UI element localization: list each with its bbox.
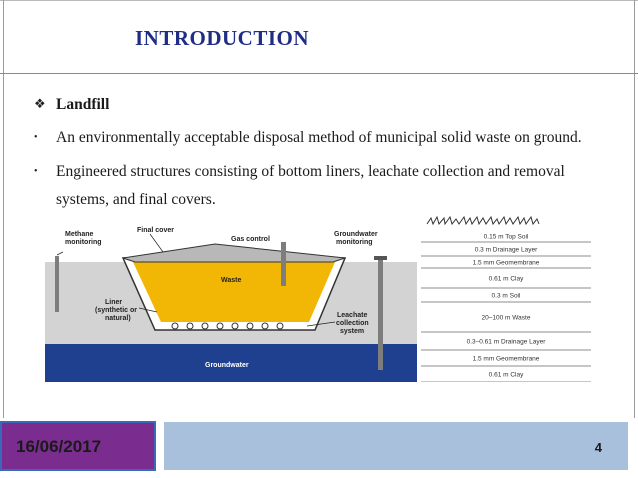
groundwater-monitoring-label: Groundwater — [334, 231, 378, 238]
right-border — [634, 0, 635, 418]
leachate-label-2: collection — [336, 320, 369, 327]
diamond-bullet-icon: ❖ — [34, 96, 46, 111]
waste-body — [133, 262, 335, 322]
liner-layer-stack — [421, 214, 591, 382]
gas-control-label: Gas control — [231, 236, 270, 243]
leachate-label-3: system — [340, 328, 365, 335]
waste-label: Waste — [221, 277, 242, 284]
left-border — [3, 0, 4, 418]
footer-date-box — [0, 421, 156, 471]
dot-bullet-icon: • — [34, 132, 38, 143]
liner-label-2: (synthetic or — [95, 307, 138, 314]
bullet-text: systems, and final covers. — [56, 191, 216, 208]
groundwater-label: Groundwater — [205, 362, 249, 369]
methane-label: Methane — [65, 231, 94, 238]
page-number: 4 — [594, 440, 602, 455]
slide-date: 16/06/2017 — [16, 437, 102, 456]
layer-label: 1.5 mm Geomembrane — [472, 259, 540, 267]
layer-label: 1.5 mm Geomembrane — [472, 355, 540, 363]
methane-label-2: monitoring — [65, 239, 102, 246]
final-cover-label: Final cover — [137, 227, 174, 234]
layer-label: 0.3 m Drainage Layer — [474, 246, 538, 254]
liner-label-3: natural) — [105, 315, 131, 322]
leachate-label: Leachate — [337, 312, 368, 319]
bullet-text: Landfill — [56, 96, 110, 113]
footer-bar — [163, 421, 629, 471]
layer-label: 0.61 m Clay — [488, 371, 524, 379]
layer-label: 0.15 m Top Soil — [483, 233, 529, 241]
dot-bullet-icon: • — [34, 166, 38, 177]
bullet-text: An environmentally acceptable disposal method of municipal solid waste on ground. — [56, 129, 582, 146]
slide-title: INTRODUCTION — [135, 26, 310, 50]
bullet-text: Engineered structures consisting of bottom liners, leachate collection and removal — [56, 163, 565, 180]
methane-well — [55, 256, 59, 312]
title-divider — [0, 73, 638, 74]
gas-control-pipe — [281, 242, 286, 286]
groundwater-well — [378, 258, 383, 370]
top-border — [0, 0, 638, 1]
layer-label: 0.3–0.61 m Drainage Layer — [466, 338, 546, 346]
liner-label: Liner — [105, 299, 123, 306]
well-cap — [374, 256, 387, 260]
layer-label: 20–100 m Waste — [481, 314, 531, 322]
layer-label: 0.3 m Soil — [491, 292, 521, 300]
landfill-diagram — [45, 222, 417, 382]
groundwater-monitoring-label-2: monitoring — [336, 239, 373, 246]
layer-label: 0.61 m Clay — [488, 275, 524, 283]
